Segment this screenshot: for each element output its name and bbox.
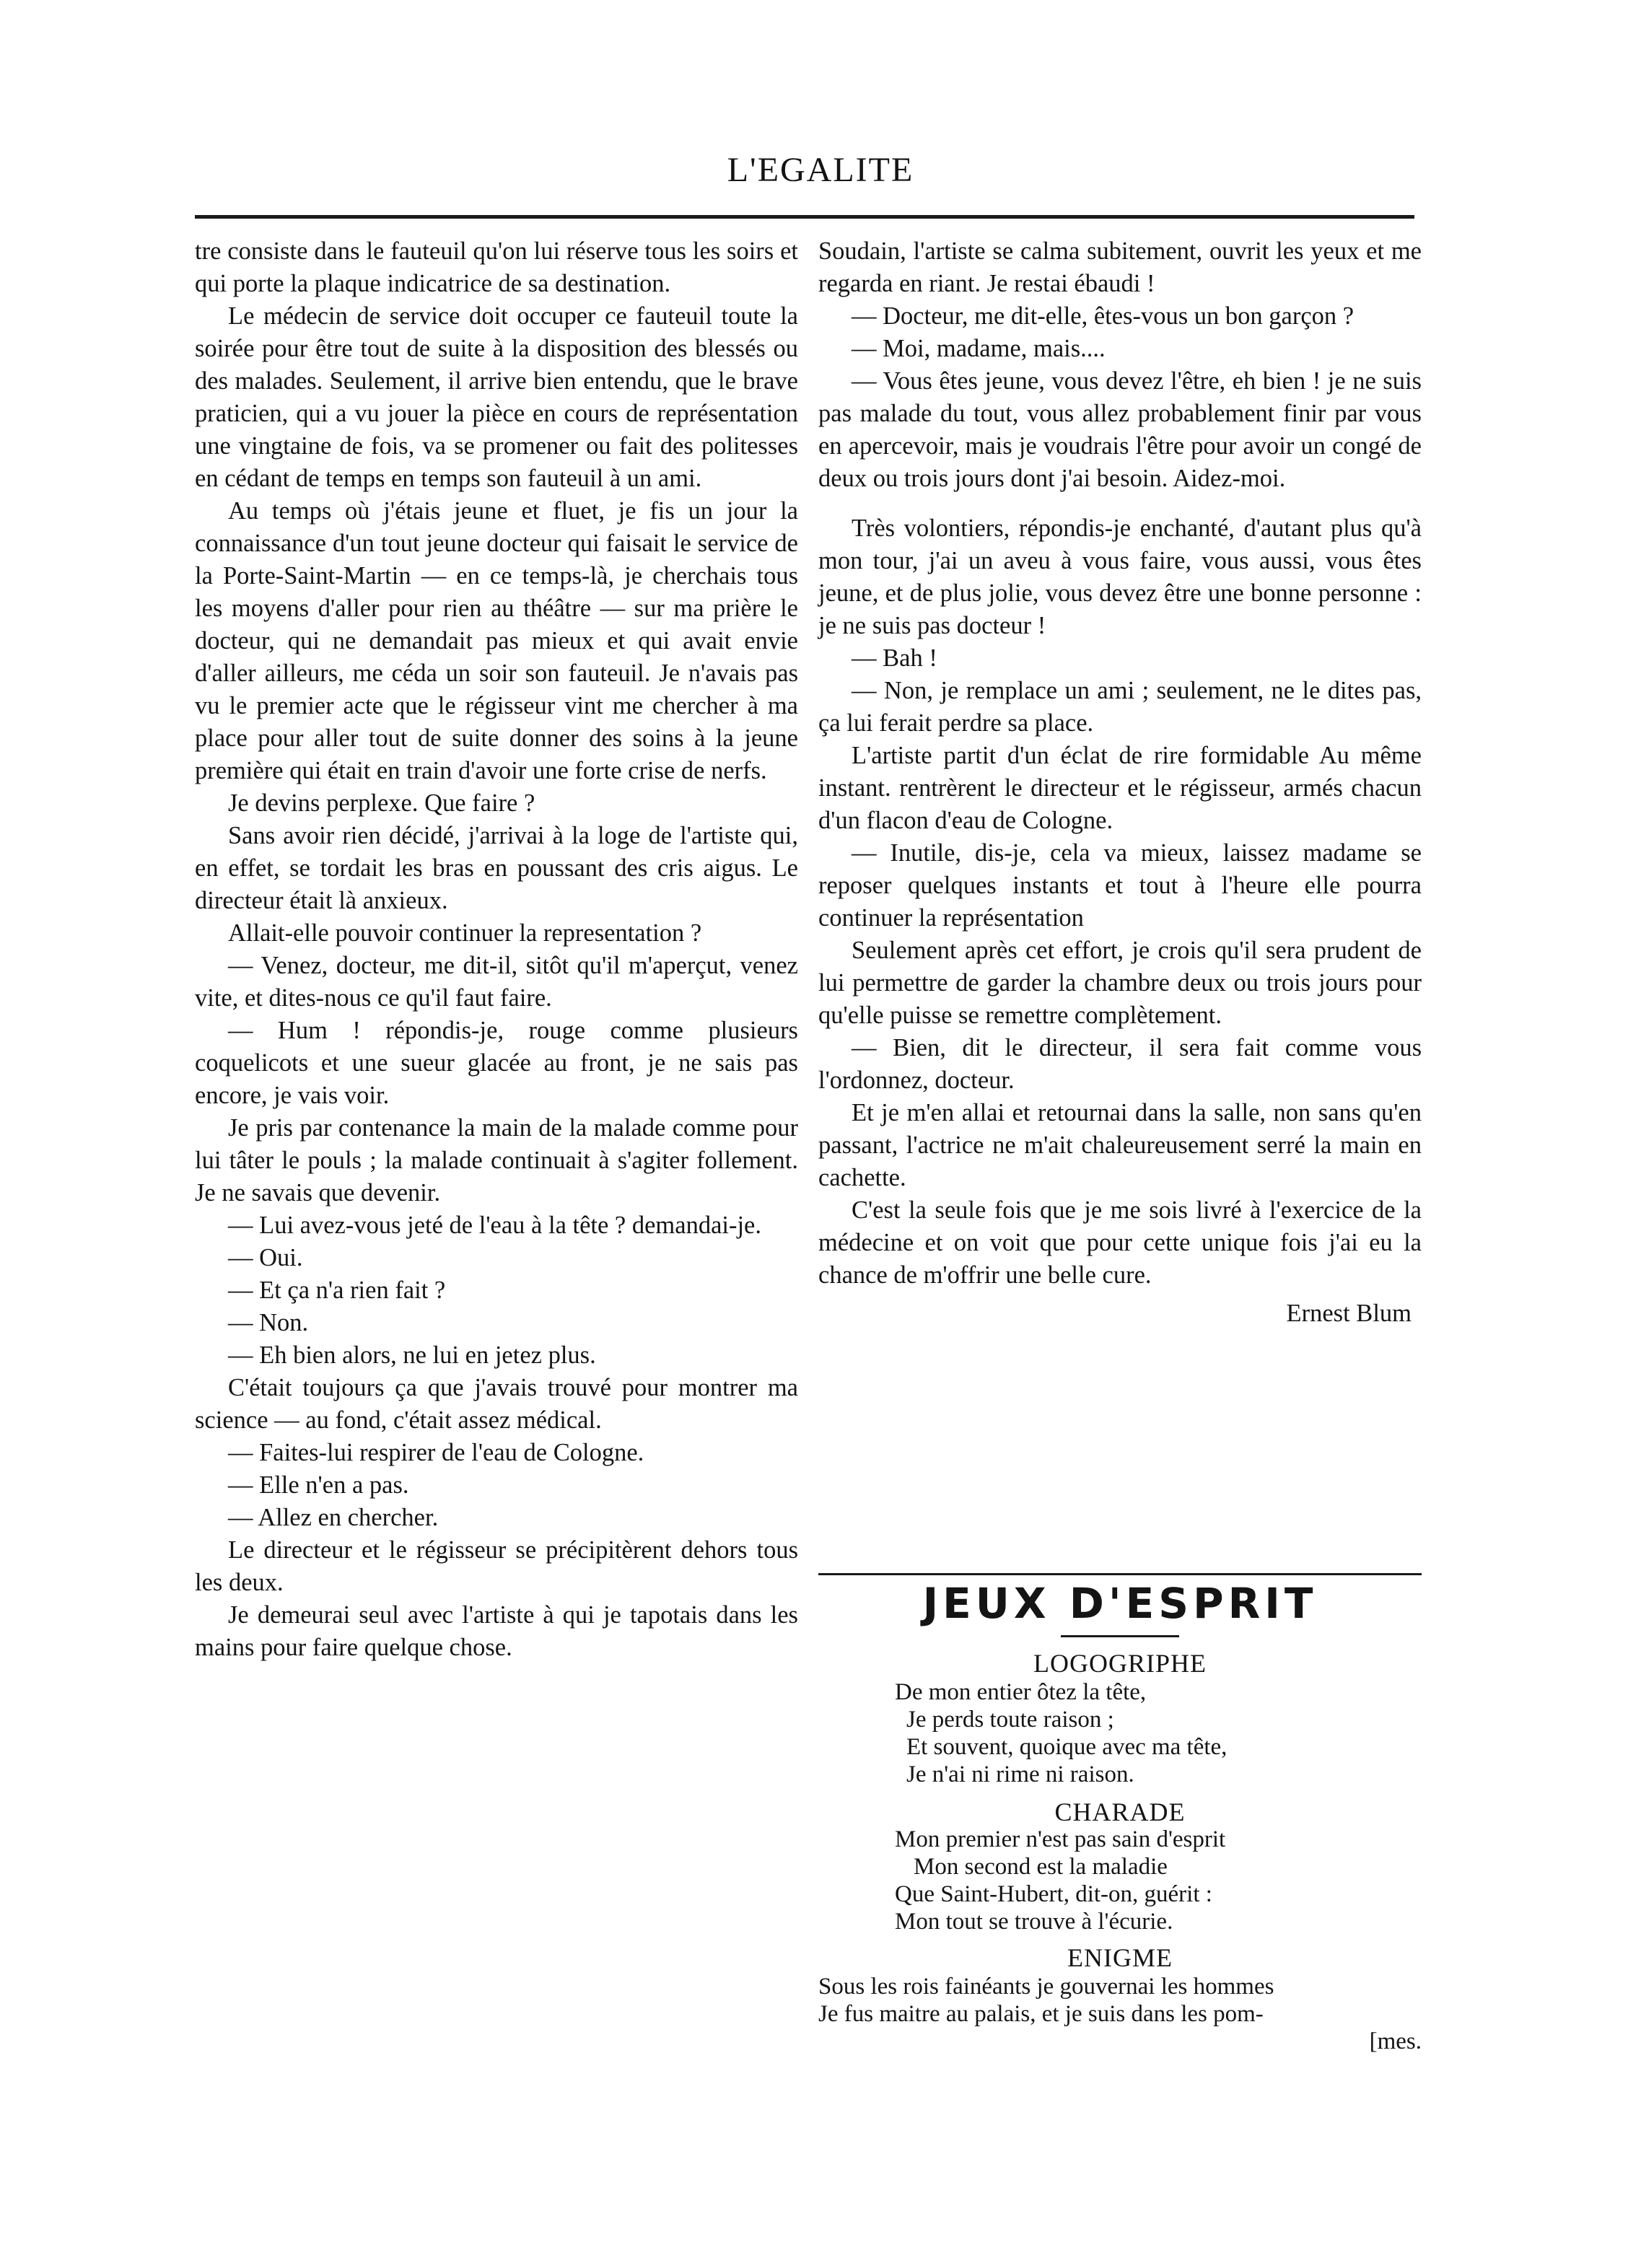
paragraph: Je devins perplexe. Que faire ? bbox=[228, 789, 535, 817]
verse-line: Je n'ai ni rime ni raison. bbox=[906, 1761, 1134, 1787]
verse-line: De mon entier ôtez la tête, bbox=[895, 1679, 1147, 1705]
right-column bbox=[818, 235, 1422, 1330]
paragraph: — Non. bbox=[228, 1309, 309, 1336]
paragraph: — Docteur, me dit-elle, êtes-vous un bon garçon ? bbox=[852, 302, 1355, 330]
left-column bbox=[195, 235, 798, 1664]
paragraph: — Moi, madame, mais.... bbox=[852, 335, 1106, 362]
paragraph: Le directeur et le régisseur se précipitèrent dehors tous les deux. bbox=[195, 1536, 798, 1596]
paragraph: — Allez en chercher. bbox=[228, 1504, 439, 1531]
paragraph: C'était toujours ça que j'avais trouvé pour montrer ma science — au fond, c'était assez médical. bbox=[195, 1374, 798, 1434]
author-signature: Ernest Blum bbox=[1286, 1300, 1412, 1327]
enigme-heading: ENIGME bbox=[1067, 1943, 1173, 1972]
paragraph: Allait-elle pouvoir continuer la representation ? bbox=[228, 919, 702, 947]
paragraph: L'artiste partit d'un éclat de rire formidable Au même instant. rentrèrent le directeur et le régisseur, armés chacun d'un flacon d'eau de Cologne. bbox=[818, 742, 1422, 834]
header-rule bbox=[195, 215, 1414, 219]
verse-line: Mon tout se trouve à l'écurie. bbox=[895, 1909, 1173, 1935]
paragraph: — Lui avez-vous jeté de l'eau à la tête ? demandai-je. bbox=[228, 1212, 761, 1239]
paragraph: C'est la seule fois que je me sois livré à l'exercice de la médecine et on voit que pour cette unique fois j'ai eu la chance de m'offrir une belle cure. bbox=[818, 1196, 1422, 1289]
section-rule bbox=[818, 1573, 1422, 1575]
logogriphe-heading: LOGOGRIPHE bbox=[1033, 1649, 1207, 1678]
paragraph: — Bah ! bbox=[852, 644, 937, 672]
paragraph: — Vous êtes jeune, vous devez l'être, eh bien ! je ne suis pas malade du tout, vous allez probablement finir par vous en apercevoir, mais je voudrais l'être pour avoir un congé de deux ou trois jours dont j'ai besoin. Aidez-moi. bbox=[818, 367, 1422, 492]
paragraph: Je demeurai seul avec l'artiste à qui je tapotais dans les mains pour faire quelque chose. bbox=[195, 1601, 798, 1661]
charade-heading: CHARADE bbox=[1054, 1798, 1186, 1826]
paragraph: — Elle n'en a pas. bbox=[228, 1471, 409, 1499]
verse-line: Que Saint-Hubert, dit-on, guérit : bbox=[895, 1881, 1212, 1907]
verse-line: [mes. bbox=[1369, 2028, 1422, 2054]
paragraph: Le médecin de service doit occuper ce fauteuil toute la soirée pour être tout de suite à la disposition des blessés ou des malades. Seulement, il arrive bien entendu, que le brave praticien, qui a vu jouer la pièce en cours de représentation une vingtaine de fois, va se promener ou fait des politesses en cédant de temps en temps son fauteuil à un ami. bbox=[195, 302, 798, 492]
paragraph: Sans avoir rien décidé, j'arrivai à la loge de l'artiste qui, en effet, se tordait les bras en poussant des cris aigus. Le directeur était là anxieux. bbox=[195, 822, 798, 914]
paragraph: Très volontiers, répondis-je enchanté, d'autant plus qu'à mon tour, j'ai un aveu à vous faire, vous aussi, vous êtes jeune, et de plus jolie, vous devez être une bonne personne : je ne suis pas docteur ! bbox=[818, 515, 1422, 639]
logogriphe-verse bbox=[895, 1678, 1227, 1788]
games-title: JEUX D'ESPRIT bbox=[922, 1579, 1318, 1628]
paragraph: — Et ça n'a rien fait ? bbox=[228, 1277, 446, 1304]
paragraph: Soudain, l'artiste se calma subitement, ouvrit les yeux et me regarda en riant. Je restai ébaudi ! bbox=[818, 237, 1422, 297]
charade-verse bbox=[895, 1826, 1225, 1935]
paragraph: — Faites-lui respirer de l'eau de Cologne. bbox=[228, 1439, 644, 1466]
verse-line: Sous les rois fainéants je gouvernai les hommes bbox=[818, 1974, 1274, 2000]
verse-line: Je fus maitre au palais, et je suis dans les pom- bbox=[818, 2001, 1264, 2027]
enigme-verse bbox=[818, 1973, 1422, 2055]
paragraph: — Venez, docteur, me dit-il, sitôt qu'il m'aperçut, venez vite, et dites-nous ce qu'il faut faire. bbox=[195, 952, 798, 1012]
paragraph: — Inutile, dis-je, cela va mieux, laissez madame se reposer quelques instants et tout à l'heure elle pourra continuer la représentation bbox=[818, 839, 1422, 932]
paragraph: Et je m'en allai et retournai dans la salle, non sans qu'en passant, l'actrice ne m'ait chaleureusement serré la main en cachette. bbox=[818, 1099, 1422, 1191]
paragraph: — Oui. bbox=[228, 1244, 303, 1271]
paragraph: tre consiste dans le fauteuil qu'on lui réserve tous les soirs et qui porte la plaque indicatrice de sa destination. bbox=[195, 237, 798, 297]
games-title-underline bbox=[1061, 1635, 1179, 1637]
paragraph: Seulement après cet effort, je crois qu'il sera prudent de lui permettre de garder la chambre deux ou trois jours pour qu'elle puisse se remettre complètement. bbox=[818, 937, 1422, 1029]
paragraph: — Bien, dit le directeur, il sera fait comme vous l'ordonnez, docteur. bbox=[818, 1034, 1422, 1094]
verse-line: Mon second est la maladie bbox=[914, 1854, 1168, 1880]
paragraph: — Eh bien alors, ne lui en jetez plus. bbox=[228, 1341, 596, 1369]
page-title: L'EGALITE bbox=[727, 151, 914, 189]
verse-line: Et souvent, quoique avec ma tête, bbox=[906, 1734, 1228, 1760]
paragraph: Je pris par contenance la main de la malade comme pour lui tâter le pouls ; la malade continuait à s'agiter follement. Je ne savais que devenir. bbox=[195, 1114, 798, 1207]
verse-line: Mon premier n'est pas sain d'esprit bbox=[895, 1826, 1226, 1852]
paragraph: Au temps où j'étais jeune et fluet, je fis un jour la connaissance d'un tout jeune docteur qui faisait le service de la Porte-Saint-Martin — en ce temps-là, je cherchais tous les moyens d'aller pour rien au théâtre — sur ma prière le docteur, qui ne demandait pas mieux et qui avait envie d'aller ailleurs, me céda un soir son fauteuil. Je n'avais pas vu le premier acte que le régisseur vint me chercher à ma place pour aller tout de suite donner des soins à la jeune première qui était en train d'avoir une forte crise de nerfs. bbox=[195, 497, 798, 784]
verse-line: Je perds toute raison ; bbox=[906, 1707, 1114, 1733]
paragraph: — Hum ! répondis-je, rouge comme plusieurs coquelicots et une sueur glacée au front, je ne sais pas encore, je vais voir. bbox=[195, 1017, 798, 1109]
paragraph: — Non, je remplace un ami ; seulement, ne le dites pas, ça lui ferait perdre sa place. bbox=[818, 677, 1422, 737]
